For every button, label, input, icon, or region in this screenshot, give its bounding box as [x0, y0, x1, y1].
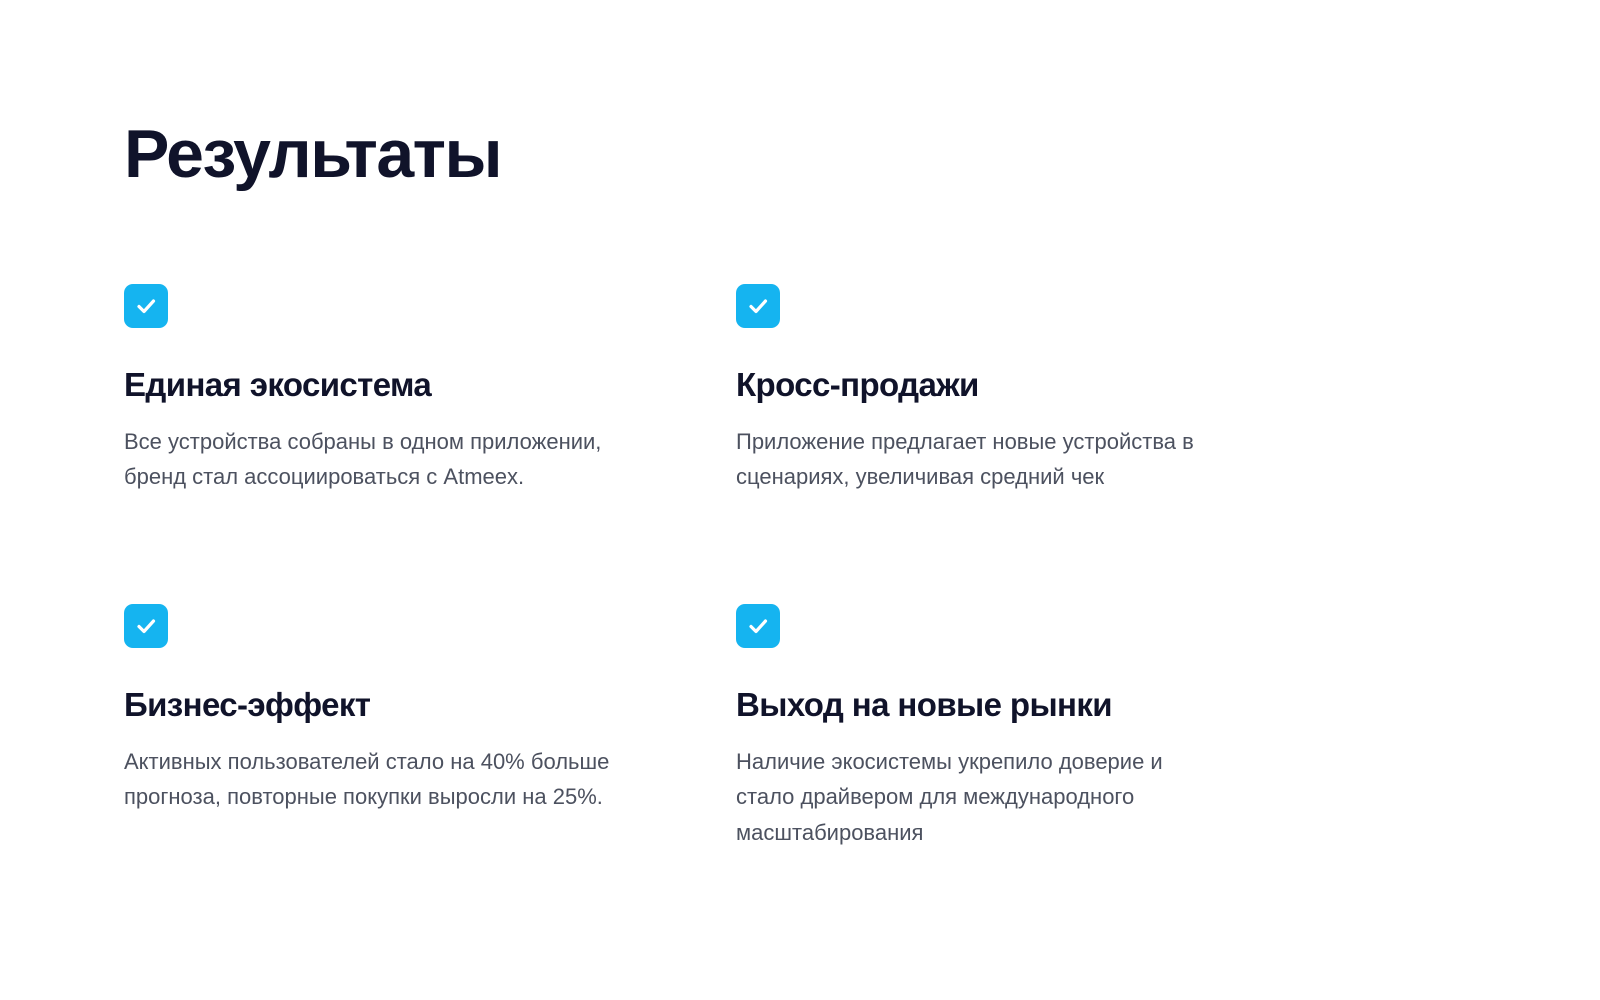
result-card-business-effect: [124, 604, 644, 850]
card-title: Единая экосистема: [124, 366, 432, 403]
check-icon: [124, 604, 168, 648]
card-title: Выход на новые рынки: [736, 686, 1112, 724]
card-title: Кросс-продажи: [736, 366, 979, 403]
page-title: Результаты: [124, 116, 502, 192]
card-text: Приложение предлагает новые устройства в сценариях, увеличивая средний чек: [736, 428, 1194, 490]
result-card-ecosystem: [124, 284, 644, 494]
card-text: Активных пользователей стало на 40% больше прогноза, повторные покупки выросли на 25%.: [124, 749, 610, 810]
check-icon: [124, 284, 168, 328]
check-icon: [736, 604, 780, 648]
result-card-new-markets: [736, 604, 1256, 850]
results-grid: [124, 284, 1384, 850]
card-text: Наличие экосистемы укрепило доверие и стало драйвером для международного масштабирования: [736, 749, 1163, 845]
result-card-cross-sales: [736, 284, 1256, 494]
card-text: Все устройства собраны в одном приложении, бренд стал ассоциироваться с Atmeex.: [124, 428, 602, 490]
card-title: Бизнес-эффект: [124, 686, 371, 724]
check-icon: [736, 284, 780, 328]
